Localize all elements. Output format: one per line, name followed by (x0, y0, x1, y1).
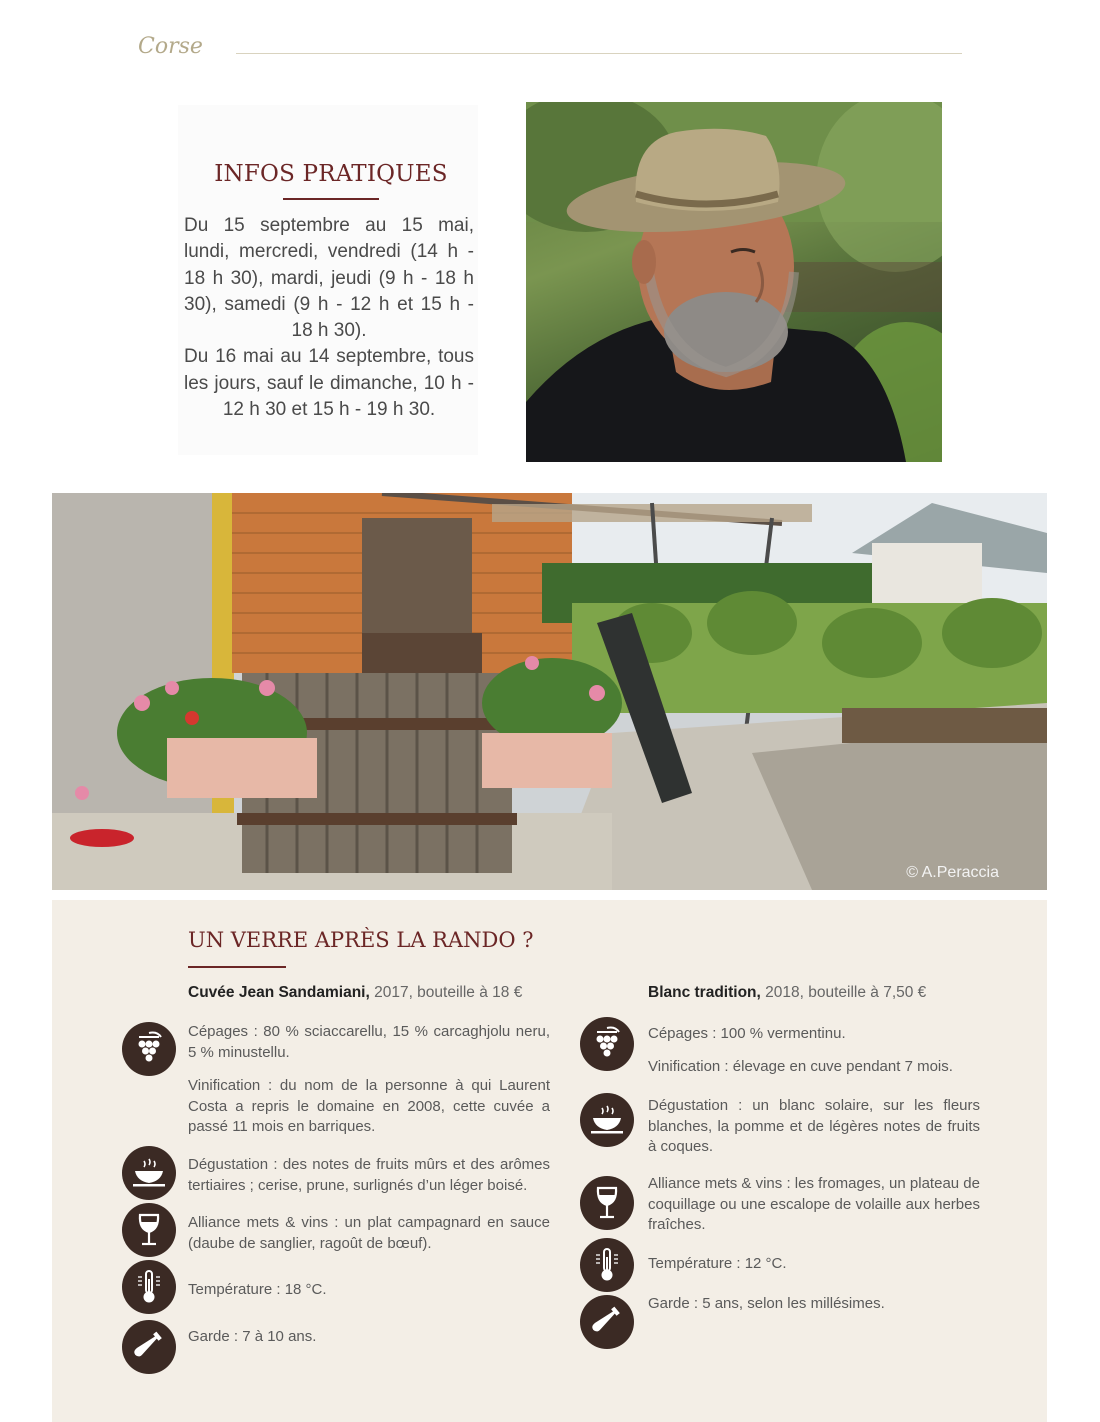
wine-2-degustation: Dégustation : un blanc solaire, sur les fleurs blanches, la pomme et de légères notes de fruits à coques. (648, 1097, 980, 1155)
wine-1-cepages: Cépages : 80 % sciaccarellu, 15 % carcaghjolu neru, 5 % minustellu. (188, 1023, 550, 1061)
wine-1-vinification: Vinification : du nom de la personne à qui Laurent Costa a repris le domaine en 2008, cette cuvée a passé 11 mois en barriques. (188, 1077, 550, 1135)
grapes-icon (122, 1022, 176, 1076)
bottle-icon (580, 1295, 634, 1349)
infos-body (184, 213, 474, 423)
wine-2-vinification: Vinification : élevage en cuve pendant 7 mois. (648, 1058, 953, 1075)
soup-bowl-icon (122, 1146, 176, 1200)
wine-1-name: Cuvée Jean Sandamiani, (188, 984, 370, 1001)
wine-1-heading (188, 984, 522, 1002)
wine-1-garde: Garde : 7 à 10 ans. (188, 1328, 317, 1345)
bottle-icon (122, 1320, 176, 1374)
wine-terrace-photo (52, 493, 1047, 890)
wine-1-temperature: Température : 18 °C. (188, 1281, 327, 1298)
wine-glass-icon (122, 1203, 176, 1257)
wine-1-details: 2017, bouteille à 18 € (369, 984, 523, 1001)
wine-2-garde: Garde : 5 ans, selon les millésimes. (648, 1295, 885, 1312)
wine-2-cepages: Cépages : 100 % vermentinu. (648, 1025, 846, 1042)
wine-2-name: Blanc tradition, (648, 984, 761, 1001)
infos-paragraph-1: Du 15 septembre au 15 mai, lundi, mercredi, vendredi (14 h - 18 h 30), mardi, jeudi (9 h - 18 h 30), samedi (9 h - 12 h et 15 h - 18 h 30). (184, 215, 474, 342)
wine-1-alliance: Alliance mets & vins : un plat campagnard en sauce (daube de sanglier, ragoût de bœuf). (188, 1214, 550, 1252)
infos-title-underline (283, 198, 379, 200)
infos-pratiques-box (178, 105, 478, 455)
wine-1-degustation: Dégustation : des notes de fruits mûrs et des arômes tertiaires ; cerise, prune, surlignés d’un léger boisé. (188, 1156, 550, 1194)
photo-credit: © A.Peraccia (906, 864, 999, 881)
panel-title: UN VERRE APRÈS LA RANDO ? (188, 928, 534, 952)
header-divider (236, 53, 962, 54)
wine-2-temperature: Température : 12 °C. (648, 1255, 787, 1272)
thermometer-icon (122, 1260, 176, 1314)
wine-2-details: 2018, bouteille à 7,50 € (760, 984, 927, 1001)
thermometer-icon (580, 1238, 634, 1292)
soup-bowl-icon (580, 1093, 634, 1147)
infos-paragraph-2: Du 16 mai au 14 septembre, tous les jours, sauf le dimanche, 10 h - 12 h 30 et 15 h - 19 h 30. (184, 346, 474, 421)
infos-title: INFOS PRATIQUES (214, 161, 448, 187)
grapes-icon (580, 1017, 634, 1071)
panel-title-underline (188, 966, 286, 968)
wine-glass-icon (580, 1176, 634, 1230)
wine-2-heading (648, 984, 926, 1002)
section-title: Corse (138, 34, 203, 59)
wine-2-alliance: Alliance mets & vins : les fromages, un plateau de coquillage ou une escalope de volaille aux herbes fraîches. (648, 1175, 980, 1233)
winemaker-portrait-photo (526, 102, 942, 462)
wine-panel (52, 900, 1047, 1422)
